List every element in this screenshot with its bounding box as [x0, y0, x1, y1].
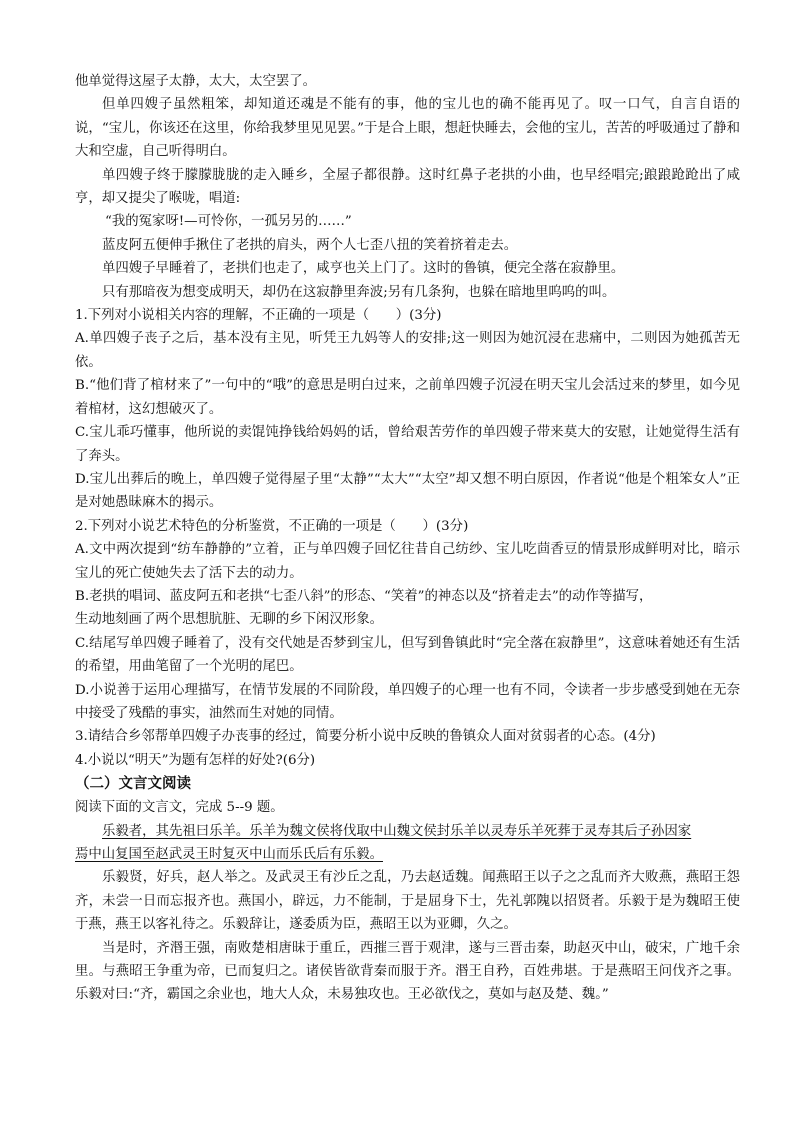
question-1-option-d: D.宝儿出葬后的晚上，单四嫂子觉得屋子里“太静”“太大”“太空”却又想不明白原因，作者说“他是个粗笨女人”正是对她愚昧麻木的揭示。: [75, 471, 740, 511]
story-paragraph-5: 蓝皮阿五便伸手揪住了老拱的肩头，两个人七歪八扭的笑着挤着走去。: [102, 237, 518, 253]
question-2-option-c: C.结尾写单四嫂子睡着了，没有交代她是否梦到宝儿，但写到鲁镇此时“完全落在寂静里”，这意味着她还有生活的希望，用曲笔留了一个光明的尾巴。: [75, 635, 740, 675]
question-2: 2.下列对小说艺术特色的分析鉴赏，不正确的一项是（ ）(3分): [75, 518, 469, 534]
section-heading-classical-chinese: （二）文言文阅读: [75, 776, 191, 793]
classical-paragraph-1-line-1: 乐毅者，其先祖曰乐羊。乐羊为魏文侯将伐取中山魏文侯封乐羊以灵寿乐羊死葬于灵寿其后子孙因家: [102, 823, 692, 839]
question-2-option-a: A.文中两次提到“纺车静静的”立着，正与单四嫂子回忆往昔自己纺纱、宝儿吃茴香豆的情景形成鲜明对比，暗示宝儿的死亡使她失去了活下去的动力。: [75, 542, 740, 581]
classical-paragraph-1-line-2: 焉中山复国至赵武灵王时复灭中山而乐氏后有乐毅。: [75, 847, 383, 862]
story-paragraph-6: 单四嫂子早睡着了，老拱们也走了，咸亨也关上门了。这时的鲁镇，便完全落在寂静里。: [102, 261, 625, 277]
question-1-option-a: A.单四嫂子丧子之后，基本没有主见，听凭王九妈等人的安排;这一则因为她沉浸在悲痛中，二则因为她孤苦无依。: [75, 331, 740, 370]
classical-paragraph-2: 乐毅贤，好兵，赵人举之。及武灵王有沙丘之乱，乃去赵适魏。闻燕昭王以子之之乱而齐大败燕，燕昭王怨齐，未尝一日而忘报齐也。燕国小，辟远，力不能制，于是屈身下士，先礼郭隗以招贤者。乐毅于是为魏昭王使于燕，燕王以客礼待之。乐毅辞让，遂委质为臣，燕昭王以为亚卿，久之。: [75, 870, 740, 933]
question-2-option-b-line-1: B.老拱的唱词、蓝皮阿五和老拱“七歪八斜”的形态、“笑着”的神态以及“挤着走去”的动作等描写，: [75, 588, 653, 604]
section-intro: 阅读下面的文言文，完成 5--9 题。: [75, 800, 284, 816]
story-paragraph-2: 但单四嫂子虽然粗笨，却知道还魂是不能有的事，他的宝儿也的确不能再见了。叹一口气，自言自语的说，“宝儿，你该还在这里，你给我梦里见见罢。”于是合上眼，想赶快睡去，会他的宝儿，苦苦的呼吸通过了静和大和空虚，自己听得明白。: [75, 97, 740, 160]
question-2-option-d: D.小说善于运用心理描写，在情节发展的不同阶段，单四嫂子的心理一也有不同，令读者一步步感受到她在无奈中接受了残酷的事实，油然而生对她的同情。: [75, 682, 740, 721]
question-4: 4.小说以“明天”为题有怎样的好处?(6分): [75, 752, 316, 768]
question-1-option-b: B.“他们背了棺材来了”一句中的“哦”的意思是明白过来，之前单四嫂子沉浸在明天宝儿会活过来的梦里，如今见着棺材，这幻想破灭了。: [75, 378, 740, 417]
question-1-option-c: C.宝儿乖巧懂事，他所说的卖馄饨挣钱给妈妈的话，曾给艰苦劳作的单四嫂子带来莫大的安慰，让她觉得生活有了奔头。: [75, 425, 740, 464]
question-2-option-b-line-2: 生动地刻画了两个思想肮脏、无聊的乡下闲汉形象。: [75, 612, 383, 628]
classical-paragraph-3: 当是时，齐湣王强，南败楚相唐昧于重丘，西摧三晋于观津，遂与三晋击秦，助赵灭中山，破宋，广地千余里。与燕昭王争重为帝，已而复归之。诸侯皆欲背秦而服于齐。湣王自矜，百姓弗堪。于是燕昭王问伐齐之事。乐毅对曰:“齐，霸国之余业也，地大人众，未易独攻也。王必欲伐之，莫如与赵及楚、魏。”: [75, 940, 740, 1003]
story-paragraph-3: 单四嫂子终于朦朦胧胧的走入睡乡，全屋子都很静。这时红鼻子老拱的小曲，也早经唱完;踉踉跄跄出了咸亨，却又提尖了喉咙，唱道:: [75, 167, 740, 207]
story-quote-song: “我的冤家呀!—可怜你，一孤另另的……”: [105, 214, 352, 230]
story-paragraph-1: 他单觉得这屋子太静，太大，太空罢了。: [75, 74, 317, 89]
question-3: 3.请结合乡邻帮单四嫂子办丧事的经过，简要分析小说中反映的鲁镇众人面对贫弱者的心态。(4分): [75, 729, 656, 745]
question-1: 1.下列对小说相关内容的理解，不正确的一项是（ ）(3分): [75, 308, 442, 324]
story-paragraph-7: 只有那暗夜为想变成明天，却仍在这寂静里奔波;另有几条狗，也躲在暗地里呜呜的叫。: [102, 284, 616, 300]
document-page: [75, 70, 740, 1007]
